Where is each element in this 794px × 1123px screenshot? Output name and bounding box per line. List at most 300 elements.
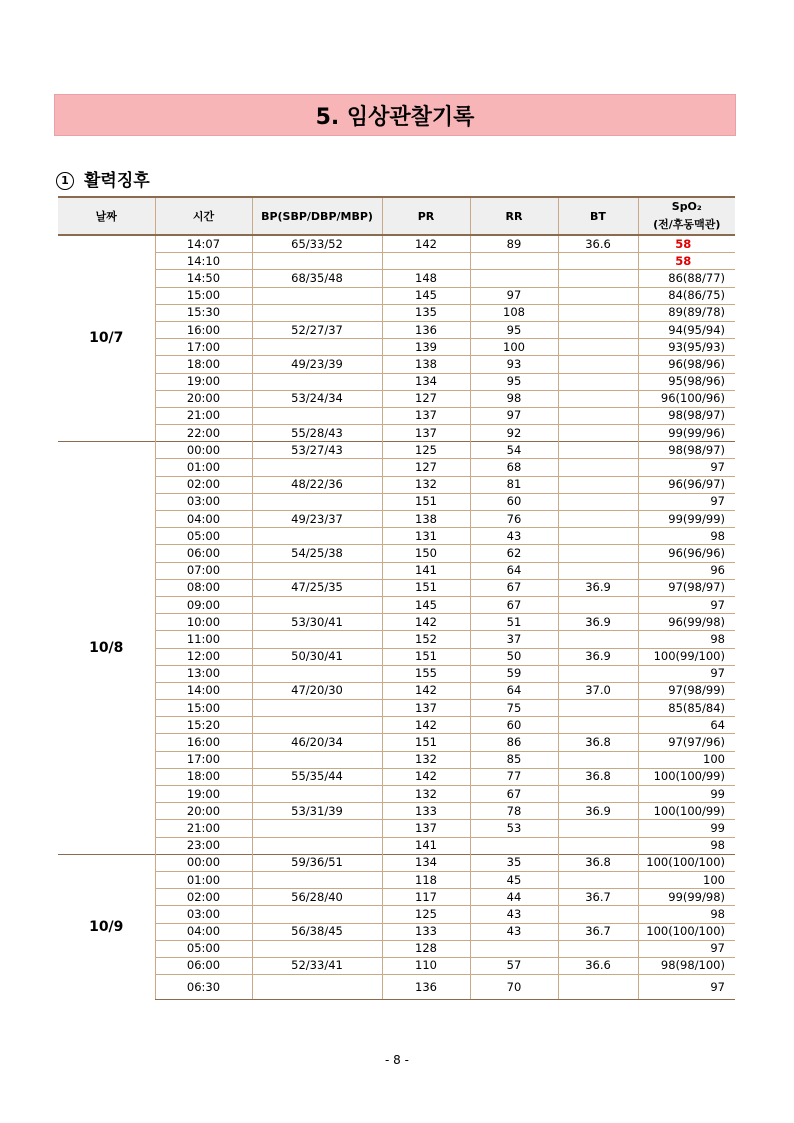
- pr-cell: 150: [382, 545, 470, 562]
- date-cell: 10/9: [58, 854, 155, 999]
- bt-cell: [558, 425, 638, 442]
- time-cell: 17:00: [155, 339, 252, 356]
- bt-cell: [558, 906, 638, 923]
- pr-cell: 127: [382, 390, 470, 407]
- pr-cell: 151: [382, 493, 470, 510]
- spo2-cell: 96(96/96): [638, 545, 735, 562]
- pr-cell: 142: [382, 768, 470, 785]
- pr-cell: 142: [382, 682, 470, 699]
- rr-cell: 51: [470, 614, 558, 631]
- header-time: 시간: [155, 197, 252, 235]
- pr-cell: 117: [382, 889, 470, 906]
- time-cell: 01:00: [155, 871, 252, 888]
- time-cell: 16:00: [155, 321, 252, 338]
- rr-cell: 54: [470, 442, 558, 459]
- table-row: [58, 235, 735, 253]
- spo2-cell: 100: [638, 871, 735, 888]
- rr-cell: [470, 253, 558, 270]
- bp-cell: 50/30/41: [252, 648, 382, 665]
- bt-cell: [558, 786, 638, 803]
- rr-cell: 64: [470, 562, 558, 579]
- rr-cell: 98: [470, 390, 558, 407]
- bt-cell: [558, 975, 638, 1000]
- time-cell: 19:00: [155, 373, 252, 390]
- table-row: [58, 957, 735, 974]
- bp-cell: [252, 820, 382, 837]
- table-row: [58, 579, 735, 596]
- pr-cell: 132: [382, 751, 470, 768]
- date-cell: 10/7: [58, 235, 155, 442]
- spo2-cell: 64: [638, 717, 735, 734]
- time-cell: 13:00: [155, 665, 252, 682]
- bp-cell: [252, 871, 382, 888]
- time-cell: 09:00: [155, 596, 252, 613]
- time-cell: 18:00: [155, 768, 252, 785]
- time-cell: 04:00: [155, 923, 252, 940]
- rr-cell: 35: [470, 854, 558, 871]
- rr-cell: 60: [470, 493, 558, 510]
- header-spo2: [638, 197, 735, 235]
- spo2-cell: 97(97/96): [638, 734, 735, 751]
- bt-cell: 36.7: [558, 889, 638, 906]
- pr-cell: 141: [382, 837, 470, 854]
- table-row: [58, 545, 735, 562]
- time-cell: 14:07: [155, 235, 252, 253]
- bt-cell: [558, 339, 638, 356]
- bt-cell: [558, 407, 638, 424]
- time-cell: 20:00: [155, 803, 252, 820]
- spo2-cell: 93(95/93): [638, 339, 735, 356]
- pr-cell: 136: [382, 975, 470, 1000]
- bp-cell: [252, 339, 382, 356]
- table-row: [58, 631, 735, 648]
- rr-cell: 95: [470, 321, 558, 338]
- bp-cell: [252, 562, 382, 579]
- bp-cell: [252, 407, 382, 424]
- rr-cell: 93: [470, 356, 558, 373]
- bp-cell: 59/36/51: [252, 854, 382, 871]
- bp-cell: 46/20/34: [252, 734, 382, 751]
- table-row: [58, 751, 735, 768]
- time-cell: 11:00: [155, 631, 252, 648]
- rr-cell: 43: [470, 923, 558, 940]
- table-row: [58, 682, 735, 699]
- spo2-cell: 100(100/99): [638, 803, 735, 820]
- time-cell: 15:00: [155, 700, 252, 717]
- pr-cell: 127: [382, 459, 470, 476]
- table-row: [58, 511, 735, 528]
- pr-cell: 125: [382, 442, 470, 459]
- table-row: [58, 356, 735, 373]
- time-cell: 16:00: [155, 734, 252, 751]
- spo2-cell: 100(100/99): [638, 768, 735, 785]
- rr-cell: 44: [470, 889, 558, 906]
- pr-cell: 151: [382, 648, 470, 665]
- time-cell: 15:20: [155, 717, 252, 734]
- rr-cell: 78: [470, 803, 558, 820]
- bp-cell: 56/28/40: [252, 889, 382, 906]
- pr-cell: 137: [382, 820, 470, 837]
- time-cell: 15:30: [155, 304, 252, 321]
- bt-cell: [558, 287, 638, 304]
- spo2-cell: 58: [638, 253, 735, 270]
- table-header-row: [58, 197, 735, 235]
- bp-cell: 47/20/30: [252, 682, 382, 699]
- spo2-cell: 84(86/75): [638, 287, 735, 304]
- rr-cell: 81: [470, 476, 558, 493]
- pr-cell: 135: [382, 304, 470, 321]
- bt-cell: [558, 459, 638, 476]
- bt-cell: 36.9: [558, 579, 638, 596]
- bt-cell: [558, 253, 638, 270]
- spo2-cell: 99(99/99): [638, 511, 735, 528]
- bp-cell: 53/30/41: [252, 614, 382, 631]
- bp-cell: [252, 287, 382, 304]
- time-cell: 15:00: [155, 287, 252, 304]
- bt-cell: [558, 700, 638, 717]
- bt-cell: 36.6: [558, 957, 638, 974]
- time-cell: 19:00: [155, 786, 252, 803]
- bp-cell: 48/22/36: [252, 476, 382, 493]
- spo2-cell: 96(96/97): [638, 476, 735, 493]
- pr-cell: 151: [382, 579, 470, 596]
- rr-cell: 64: [470, 682, 558, 699]
- pr-cell: 132: [382, 786, 470, 803]
- pr-cell: 125: [382, 906, 470, 923]
- pr-cell: 155: [382, 665, 470, 682]
- time-cell: 21:00: [155, 407, 252, 424]
- pr-cell: 133: [382, 923, 470, 940]
- time-cell: 10:00: [155, 614, 252, 631]
- bp-cell: [252, 940, 382, 957]
- bp-cell: [252, 906, 382, 923]
- pr-cell: 132: [382, 476, 470, 493]
- bp-cell: [252, 975, 382, 1000]
- bp-cell: [252, 717, 382, 734]
- bp-cell: [252, 596, 382, 613]
- bp-cell: [252, 459, 382, 476]
- spo2-cell: 86(88/77): [638, 270, 735, 287]
- table-row: [58, 768, 735, 785]
- table-row: [58, 906, 735, 923]
- table-row: [58, 373, 735, 390]
- time-cell: 23:00: [155, 837, 252, 854]
- bp-cell: [252, 837, 382, 854]
- table-row: [58, 304, 735, 321]
- pr-cell: 141: [382, 562, 470, 579]
- spo2-cell: 100: [638, 751, 735, 768]
- table-row: [58, 614, 735, 631]
- bt-cell: 36.9: [558, 803, 638, 820]
- table-row: [58, 253, 735, 270]
- spo2-cell: 100(100/100): [638, 923, 735, 940]
- pr-cell: 148: [382, 270, 470, 287]
- rr-cell: 62: [470, 545, 558, 562]
- spo2-cell: 98: [638, 631, 735, 648]
- time-cell: 07:00: [155, 562, 252, 579]
- table-row: [58, 493, 735, 510]
- time-cell: 00:00: [155, 854, 252, 871]
- rr-cell: 53: [470, 820, 558, 837]
- spo2-cell: 100(99/100): [638, 648, 735, 665]
- table-row: [58, 287, 735, 304]
- header-pr: PR: [382, 197, 470, 235]
- rr-cell: 43: [470, 528, 558, 545]
- page-number: - 8 -: [385, 1053, 409, 1067]
- pr-cell: 131: [382, 528, 470, 545]
- bp-cell: [252, 700, 382, 717]
- bp-cell: 56/38/45: [252, 923, 382, 940]
- bp-cell: 53/24/34: [252, 390, 382, 407]
- bp-cell: 52/33/41: [252, 957, 382, 974]
- bt-cell: [558, 390, 638, 407]
- bp-cell: 54/25/38: [252, 545, 382, 562]
- pr-cell: [382, 253, 470, 270]
- bt-cell: 36.8: [558, 768, 638, 785]
- spo2-cell: 97(98/97): [638, 579, 735, 596]
- time-cell: 22:00: [155, 425, 252, 442]
- table-row: [58, 871, 735, 888]
- pr-cell: 134: [382, 373, 470, 390]
- time-cell: 18:00: [155, 356, 252, 373]
- pr-cell: 137: [382, 700, 470, 717]
- table-row: [58, 407, 735, 424]
- table-row: [58, 425, 735, 442]
- pr-cell: 142: [382, 717, 470, 734]
- bp-cell: [252, 253, 382, 270]
- bt-cell: 36.8: [558, 734, 638, 751]
- time-cell: 06:00: [155, 957, 252, 974]
- pr-cell: 139: [382, 339, 470, 356]
- bt-cell: [558, 545, 638, 562]
- pr-cell: 136: [382, 321, 470, 338]
- rr-cell: 75: [470, 700, 558, 717]
- bt-cell: [558, 871, 638, 888]
- table-row: [58, 390, 735, 407]
- rr-cell: 50: [470, 648, 558, 665]
- header-spo2-line2: (전/후동맥관): [653, 218, 721, 231]
- rr-cell: 92: [470, 425, 558, 442]
- header-bt: BT: [558, 197, 638, 235]
- pr-cell: 151: [382, 734, 470, 751]
- bt-cell: [558, 476, 638, 493]
- bt-cell: [558, 940, 638, 957]
- rr-cell: 89: [470, 235, 558, 253]
- spo2-cell: 97: [638, 940, 735, 957]
- rr-cell: 97: [470, 287, 558, 304]
- table-row: [58, 339, 735, 356]
- rr-cell: 67: [470, 596, 558, 613]
- table-row: [58, 786, 735, 803]
- spo2-cell: 98: [638, 528, 735, 545]
- bt-cell: [558, 596, 638, 613]
- pr-cell: 128: [382, 940, 470, 957]
- rr-cell: 45: [470, 871, 558, 888]
- time-cell: 04:00: [155, 511, 252, 528]
- pr-cell: 152: [382, 631, 470, 648]
- pr-cell: 145: [382, 596, 470, 613]
- section-title: 5. 임상관찰기록: [54, 94, 736, 136]
- header-rr: RR: [470, 197, 558, 235]
- rr-cell: 77: [470, 768, 558, 785]
- bt-cell: [558, 837, 638, 854]
- spo2-cell: 89(89/78): [638, 304, 735, 321]
- time-cell: 12:00: [155, 648, 252, 665]
- bp-cell: 55/28/43: [252, 425, 382, 442]
- bp-cell: 68/35/48: [252, 270, 382, 287]
- table-row: [58, 940, 735, 957]
- bt-cell: [558, 631, 638, 648]
- rr-cell: 67: [470, 786, 558, 803]
- bt-cell: [558, 321, 638, 338]
- bp-cell: 55/35/44: [252, 768, 382, 785]
- table-row: [58, 803, 735, 820]
- spo2-cell: 96: [638, 562, 735, 579]
- table-row: [58, 700, 735, 717]
- time-cell: 02:00: [155, 889, 252, 906]
- bp-cell: 65/33/52: [252, 235, 382, 253]
- spo2-cell: 97: [638, 975, 735, 1000]
- header-spo2-line1: SpO₂: [671, 200, 702, 213]
- bt-cell: [558, 562, 638, 579]
- pr-cell: 134: [382, 854, 470, 871]
- time-cell: 06:30: [155, 975, 252, 1000]
- table-row: [58, 459, 735, 476]
- table-row: [58, 442, 735, 459]
- spo2-cell: 94(95/94): [638, 321, 735, 338]
- time-cell: 06:00: [155, 545, 252, 562]
- bt-cell: [558, 373, 638, 390]
- bt-cell: [558, 528, 638, 545]
- table-row: [58, 596, 735, 613]
- spo2-cell: 97: [638, 596, 735, 613]
- bp-cell: [252, 751, 382, 768]
- spo2-cell: 99(99/96): [638, 425, 735, 442]
- spo2-cell: 98(98/97): [638, 442, 735, 459]
- spo2-cell: 98(98/97): [638, 407, 735, 424]
- date-cell: 10/8: [58, 442, 155, 855]
- table-row: [58, 923, 735, 940]
- pr-cell: 137: [382, 425, 470, 442]
- rr-cell: [470, 940, 558, 957]
- rr-cell: 76: [470, 511, 558, 528]
- spo2-cell: 58: [638, 235, 735, 253]
- spo2-cell: 98: [638, 906, 735, 923]
- bt-cell: [558, 493, 638, 510]
- time-cell: 14:10: [155, 253, 252, 270]
- bp-cell: [252, 786, 382, 803]
- bt-cell: [558, 511, 638, 528]
- spo2-cell: 99: [638, 820, 735, 837]
- rr-cell: 86: [470, 734, 558, 751]
- bp-cell: 53/27/43: [252, 442, 382, 459]
- bt-cell: [558, 356, 638, 373]
- time-cell: 17:00: [155, 751, 252, 768]
- pr-cell: 133: [382, 803, 470, 820]
- spo2-cell: 97: [638, 665, 735, 682]
- time-cell: 05:00: [155, 528, 252, 545]
- bp-cell: 52/27/37: [252, 321, 382, 338]
- subsection-title: 활력징후: [84, 171, 150, 191]
- spo2-cell: 97(98/99): [638, 682, 735, 699]
- time-cell: 21:00: [155, 820, 252, 837]
- spo2-cell: 97: [638, 493, 735, 510]
- rr-cell: 37: [470, 631, 558, 648]
- bt-cell: 36.7: [558, 923, 638, 940]
- bt-cell: [558, 820, 638, 837]
- time-cell: 00:00: [155, 442, 252, 459]
- rr-cell: 68: [470, 459, 558, 476]
- rr-cell: 70: [470, 975, 558, 1000]
- bt-cell: [558, 442, 638, 459]
- time-cell: 14:00: [155, 682, 252, 699]
- bp-cell: [252, 373, 382, 390]
- table-row: [58, 476, 735, 493]
- spo2-cell: 98: [638, 837, 735, 854]
- rr-cell: 60: [470, 717, 558, 734]
- bp-cell: [252, 493, 382, 510]
- table-row: [58, 889, 735, 906]
- table-row: [58, 665, 735, 682]
- bt-cell: 36.9: [558, 648, 638, 665]
- pr-cell: 142: [382, 235, 470, 253]
- bp-cell: [252, 304, 382, 321]
- bp-cell: [252, 631, 382, 648]
- spo2-cell: 96(99/98): [638, 614, 735, 631]
- rr-cell: 85: [470, 751, 558, 768]
- spo2-cell: 100(100/100): [638, 854, 735, 871]
- rr-cell: [470, 270, 558, 287]
- time-cell: 14:50: [155, 270, 252, 287]
- header-date: 날짜: [58, 197, 155, 235]
- bt-cell: 36.9: [558, 614, 638, 631]
- spo2-cell: 85(85/84): [638, 700, 735, 717]
- table-row: [58, 837, 735, 854]
- table-row: [58, 820, 735, 837]
- rr-cell: 108: [470, 304, 558, 321]
- time-cell: 20:00: [155, 390, 252, 407]
- table-row: [58, 528, 735, 545]
- bp-cell: [252, 665, 382, 682]
- circled-number-icon: 1: [56, 172, 74, 190]
- pr-cell: 137: [382, 407, 470, 424]
- table-row: [58, 854, 735, 871]
- table-body: [58, 235, 735, 1000]
- bp-cell: 47/25/35: [252, 579, 382, 596]
- time-cell: 05:00: [155, 940, 252, 957]
- bt-cell: [558, 304, 638, 321]
- pr-cell: 145: [382, 287, 470, 304]
- time-cell: 01:00: [155, 459, 252, 476]
- rr-cell: 67: [470, 579, 558, 596]
- spo2-cell: 99: [638, 786, 735, 803]
- spo2-cell: 96(98/96): [638, 356, 735, 373]
- bt-cell: 36.6: [558, 235, 638, 253]
- rr-cell: [470, 837, 558, 854]
- rr-cell: 59: [470, 665, 558, 682]
- spo2-cell: 95(98/96): [638, 373, 735, 390]
- table-row: [58, 717, 735, 734]
- rr-cell: 97: [470, 407, 558, 424]
- spo2-cell: 97: [638, 459, 735, 476]
- pr-cell: 142: [382, 614, 470, 631]
- table-row: [58, 975, 735, 1000]
- subsection-heading: [56, 166, 150, 191]
- spo2-cell: 98(98/100): [638, 957, 735, 974]
- table-row: [58, 321, 735, 338]
- pr-cell: 118: [382, 871, 470, 888]
- rr-cell: 95: [470, 373, 558, 390]
